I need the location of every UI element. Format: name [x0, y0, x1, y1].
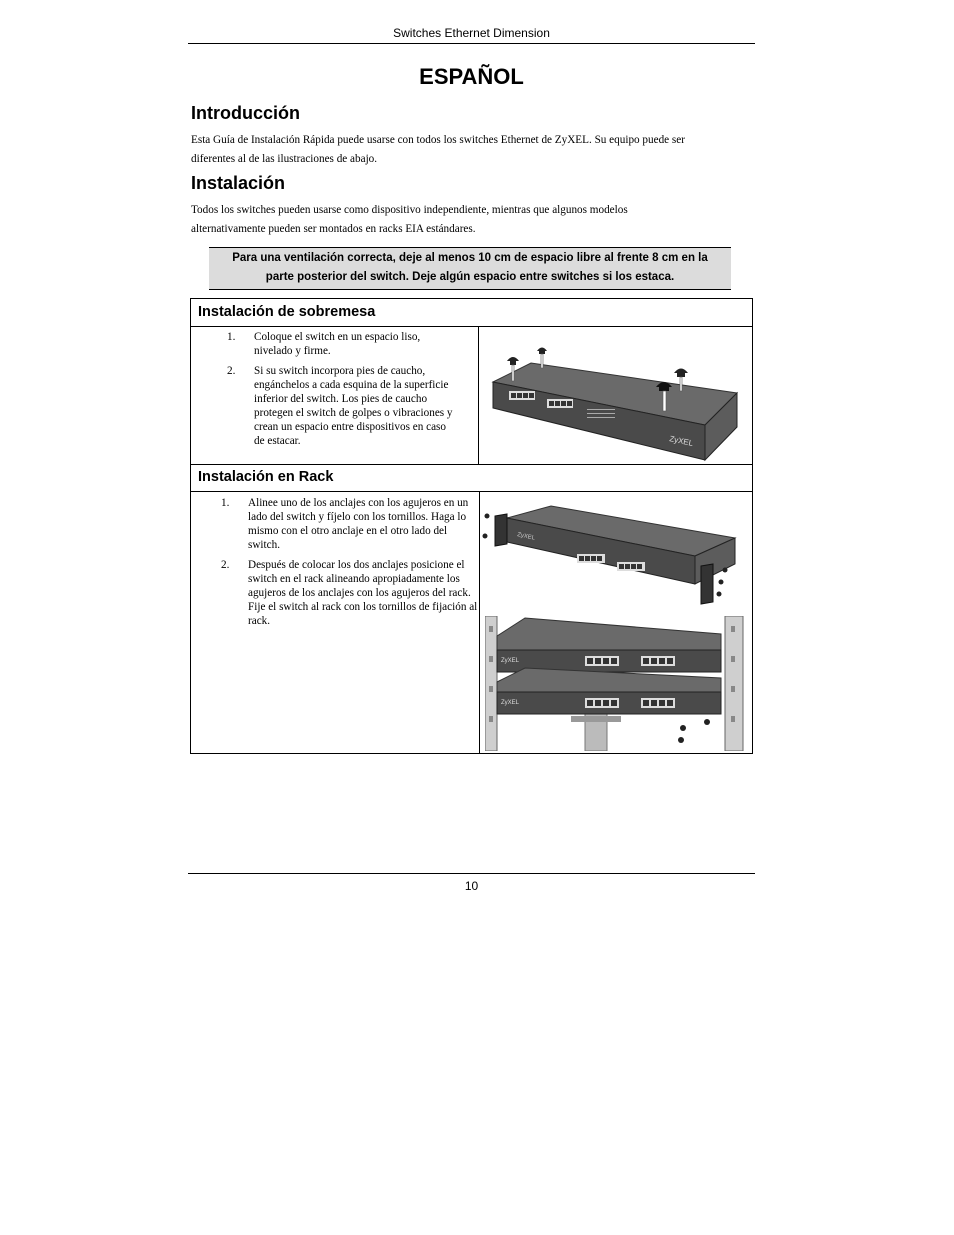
rack-step-number: 1. — [221, 497, 230, 509]
rack-mount-illustration — [485, 616, 749, 751]
installation-text-line-1: Todos los switches pueden usarse como dispositivo independiente, mientras que algunos modelos — [191, 204, 628, 216]
note-line-2: parte posterior del switch. Deje algún espacio entre switches si los estaca. — [265, 271, 675, 283]
rack-brand-label-upper: ZyXEL — [501, 658, 520, 664]
footer-rule — [188, 873, 755, 874]
intro-text-line-2: diferentes al de las ilustraciones de abajo. — [191, 153, 378, 165]
rack-step — [221, 558, 479, 628]
desktop-steps — [227, 330, 455, 454]
intro-text-line-1: Esta Guía de Instalación Rápida puede usarse con todos los switches Ethernet de ZyXEL. Su equipo puede ser — [191, 134, 685, 146]
rack-bracket-illustration — [481, 494, 749, 609]
desktop-install-heading: Instalación de sobremesa — [198, 304, 376, 320]
rack-install-header — [191, 463, 752, 492]
desktop-brand-label: ZyXEL — [668, 434, 694, 448]
rack-column-divider — [479, 492, 480, 753]
running-header: Switches Ethernet Dimension — [393, 26, 550, 40]
rack-install-box — [190, 463, 753, 754]
desktop-step-text: Si su switch incorpora pies de caucho, engánchelos a cada esquina de la superficie inferior del switch. Los pies de caucho protegen el switch de golpes o vibraciones y crean un espacio entre dispositivos en caso de estacar. — [254, 365, 453, 447]
rack-step — [221, 496, 479, 552]
installation-text-line-2: alternativamente pueden ser montados en racks EIA estándares. — [191, 223, 476, 235]
rack-step-text: Después de colocar los dos anclajes posicione el switch en el rack alineando apropiadamente los agujeros de los anclajes con los agujeros del rack. Fije el switch al rack con los tornillos de fijación al rack. — [248, 559, 478, 627]
ventilation-note — [209, 247, 731, 290]
desktop-step-number: 2. — [227, 365, 236, 377]
desktop-step — [227, 330, 455, 358]
intro-heading: Introducción — [191, 103, 300, 123]
screw-icon — [678, 719, 710, 743]
rack-steps — [221, 496, 479, 634]
page-number: 10 — [464, 879, 479, 893]
desktop-step-number: 1. — [227, 331, 236, 343]
desktop-step-text: Coloque el switch en un espacio liso, nivelado y firme. — [254, 331, 421, 357]
header-rule — [188, 43, 755, 44]
desktop-step — [227, 364, 455, 448]
rack-install-heading: Instalación en Rack — [198, 469, 334, 485]
installation-heading: Instalación — [191, 173, 286, 193]
installation-text — [191, 201, 751, 239]
rack-step-text: Alinee uno de los anclajes con los agujeros en un lado del switch y fíjelo con los tornillos. Haga lo mismo con el otro anclaje en el otro lado del switch. — [248, 497, 469, 551]
desktop-install-header — [191, 299, 752, 327]
intro-text — [191, 131, 751, 169]
rack-step-number: 2. — [221, 559, 230, 571]
desktop-install-box — [190, 298, 753, 465]
rack-brand-label-top: ZyXEL — [516, 532, 536, 542]
desktop-switch-illustration — [479, 327, 751, 464]
page-title: ESPAÑOL — [419, 64, 524, 89]
rack-brand-label-lower: ZyXEL — [501, 700, 520, 706]
note-line-1: Para una ventilación correcta, deje al menos 10 cm de espacio libre al frente 8 cm en la — [232, 252, 708, 264]
